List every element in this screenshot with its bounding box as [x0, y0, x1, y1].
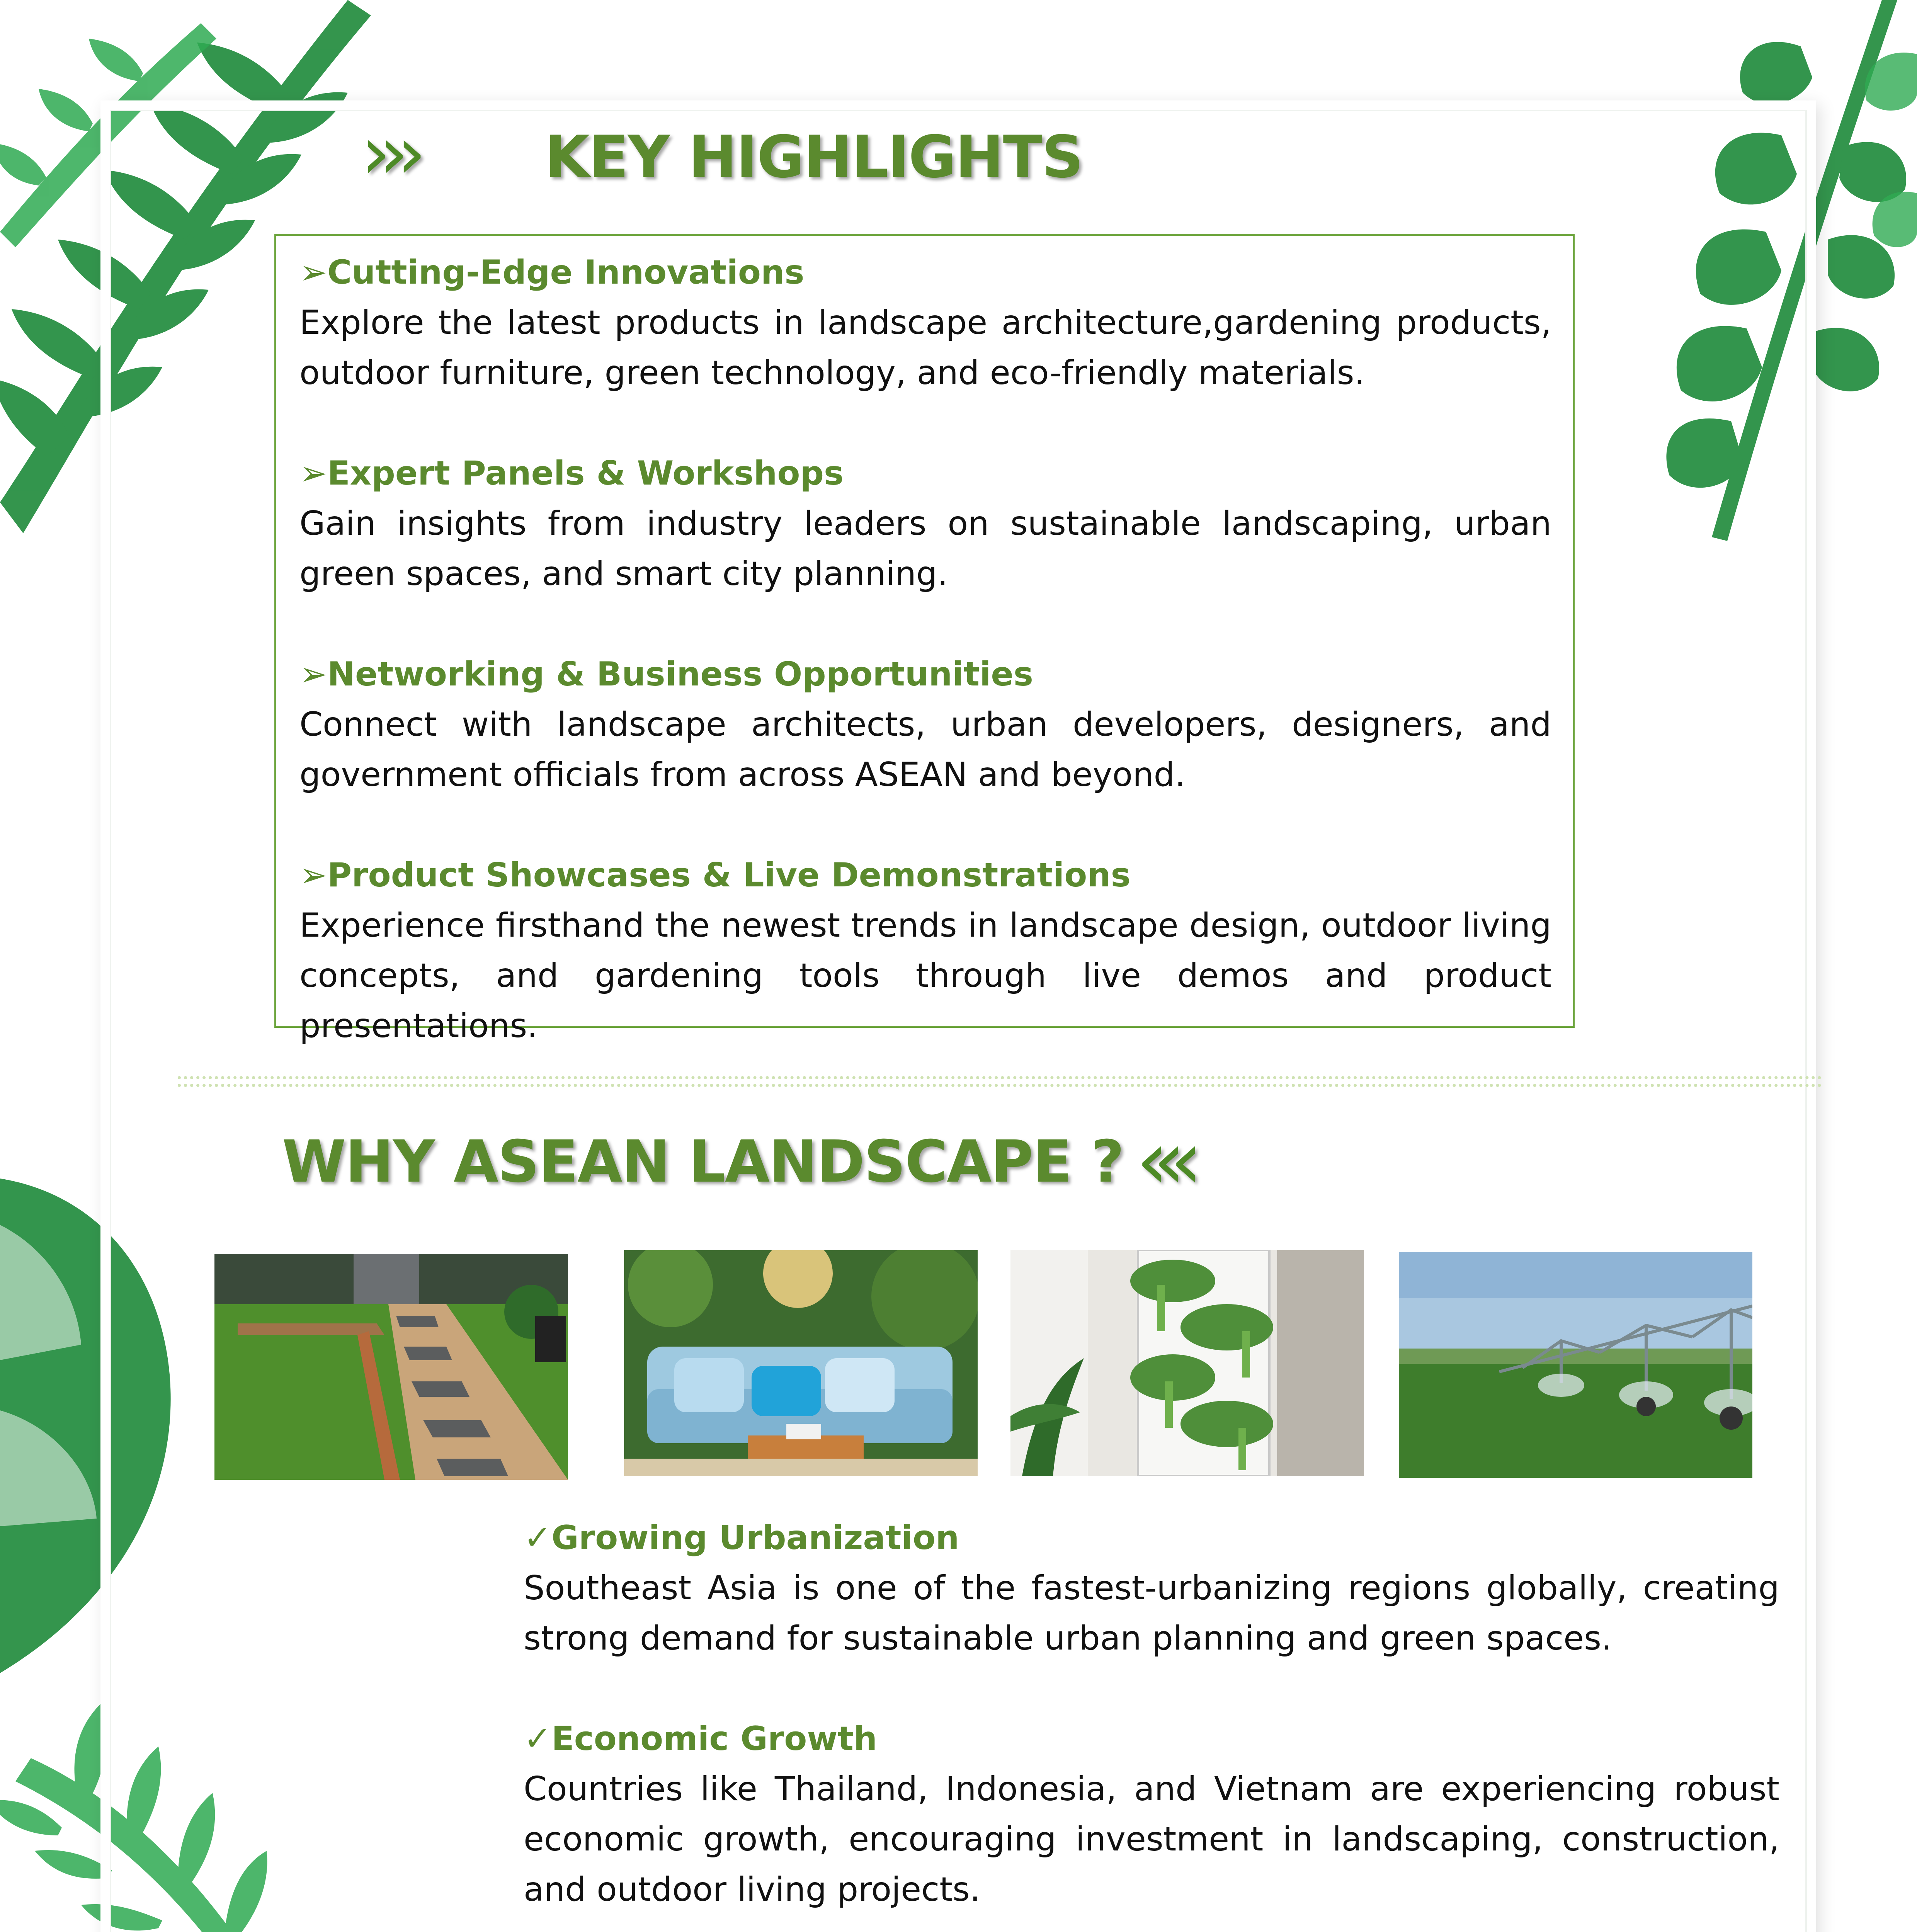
key-highlights-chevrons: ›››	[361, 110, 415, 196]
checkmark-icon: ✓	[524, 1519, 552, 1557]
arrowhead-bullet-icon: ➢	[299, 253, 328, 292]
highlight-heading: Product Showcases & Live Demonstrations	[327, 856, 1131, 895]
key-highlights-title: KEY HIGHLIGHTS	[545, 124, 1083, 191]
highlight-item	[299, 649, 1551, 800]
arrowhead-bullet-icon: ➢	[299, 454, 328, 493]
reason-heading: Growing Urbanization	[551, 1519, 959, 1557]
vertical-garden-photo	[1010, 1250, 1364, 1476]
checkmark-icon: ✓	[524, 1719, 552, 1758]
section-divider	[178, 1076, 1822, 1079]
garden-path-photo	[214, 1254, 568, 1480]
irrigation-field-photo	[1399, 1252, 1752, 1478]
highlight-heading: Expert Panels & Workshops	[327, 454, 844, 493]
why-asean-title: WHY ASEAN LANDSCAPE ?	[282, 1128, 1124, 1196]
why-asean-list	[524, 1513, 1779, 1932]
section-divider	[178, 1084, 1822, 1087]
why-asean-chevrons: ‹‹‹	[1136, 1113, 1187, 1208]
highlight-item	[299, 247, 1551, 398]
highlight-item	[299, 850, 1551, 1051]
highlight-body: Gain insights from industry leaders on sustainable landscaping, urban green spaces, and smart city planning.	[299, 504, 1551, 593]
outdoor-sofa-photo	[624, 1250, 978, 1476]
reason-body: Countries like Thailand, Indonesia, and Vietnam are experiencing robust economic growth, encouraging investment in landscaping, construction, and outdoor living projects.	[524, 1770, 1779, 1909]
arrowhead-bullet-icon: ➢	[299, 856, 328, 895]
reason-heading: Economic Growth	[551, 1719, 878, 1758]
highlight-heading: Cutting-Edge Innovations	[327, 253, 805, 292]
highlight-body: Experience firsthand the newest trends in landscape design, outdoor living concepts, and gardening tools through live demos and product presentations.	[299, 906, 1551, 1045]
reason-body: Southeast Asia is one of the fastest-urbanizing regions globally, creating strong demand for sustainable urban planning and green spaces.	[524, 1569, 1779, 1658]
key-highlights-list	[299, 247, 1551, 1051]
reason-item	[524, 1513, 1779, 1663]
highlight-body: Explore the latest products in landscape architecture,gardening products, outdoor furniture, green technology, and eco-friendly materials.	[299, 303, 1551, 392]
highlight-body: Connect with landscape architects, urban developers, designers, and government officials from across ASEAN and beyond.	[299, 705, 1551, 794]
reason-item	[524, 1714, 1779, 1915]
highlight-heading: Networking & Business Opportunities	[327, 655, 1033, 694]
highlight-item	[299, 448, 1551, 599]
arrowhead-bullet-icon: ➢	[299, 655, 328, 694]
